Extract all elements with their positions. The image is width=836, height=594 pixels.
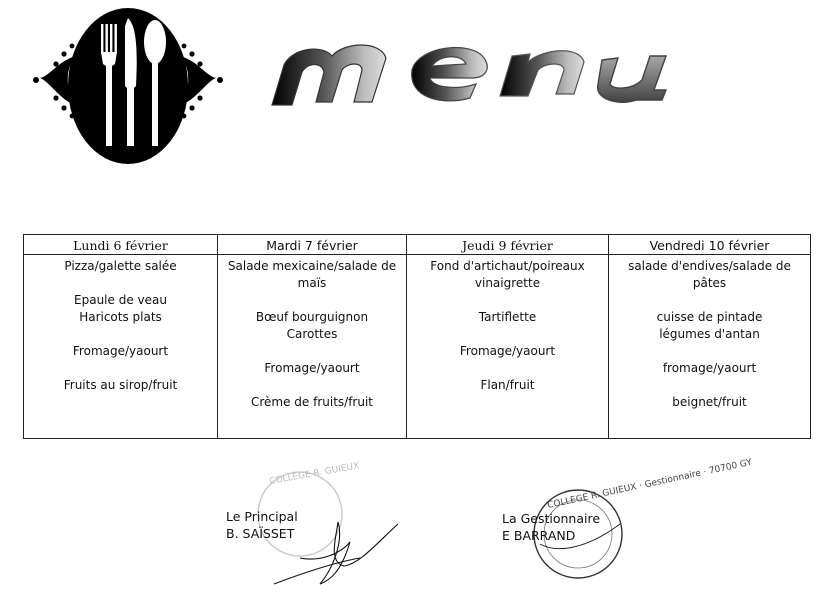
dish-main: Epaule de veau [74, 293, 167, 307]
menu-table [23, 234, 811, 439]
gestionnaire-name: E BARRAND [502, 528, 576, 543]
dish-main: Bœuf bourguignon [255, 310, 369, 324]
dishes-friday [609, 255, 811, 439]
dish-starter: Pizza/galette salée [64, 259, 177, 273]
dish-starter: salade d'endives/salade de pâtes [628, 259, 791, 290]
principal-signature-block [226, 508, 298, 542]
day-header-friday: Vendredi 10 février [609, 235, 811, 255]
dish-main: cuisse de pintade [656, 310, 763, 324]
dish-side: Haricots plats [79, 310, 162, 324]
dish-starter: Salade mexicaine/salade de maïs [227, 259, 397, 290]
menu-dishes-row [24, 255, 811, 439]
dish-cheese: Fromage/yaourt [459, 344, 556, 358]
principal-role: Le Principal [226, 509, 298, 524]
menu-title [262, 10, 702, 110]
gestionnaire-signature-block [502, 510, 600, 544]
dish-side: Carottes [286, 327, 338, 341]
dish-side: légumes d'antan [659, 327, 760, 341]
logo-cutlery-icon [28, 6, 228, 166]
dish-dessert: Crème de fruits/fruit [250, 395, 374, 409]
principal-name: B. SAÏSSET [226, 526, 295, 541]
day-header-thursday: Jeudi 9 février [407, 235, 609, 255]
dish-cheese: fromage/yaourt [662, 361, 757, 375]
gestionnaire-stamp-text: COLLEGE R. GUIEUX · Gestionnaire · 70700 GY [546, 457, 753, 511]
dish-dessert: Flan/fruit [480, 378, 535, 392]
dish-main: Tartiflette [478, 310, 537, 324]
day-header-monday: Lundi 6 février [24, 235, 218, 255]
gestionnaire-role: La Gestionnaire [502, 511, 601, 526]
dish-dessert: beignet/fruit [672, 395, 747, 409]
dishes-monday [24, 255, 218, 439]
dishes-thursday [407, 255, 609, 439]
day-header-tuesday: Mardi 7 février [218, 235, 407, 255]
dish-dessert: Fruits au sirop/fruit [63, 378, 178, 392]
dishes-tuesday [218, 255, 407, 439]
dish-starter: Fond d'artichaut/poireaux vinaigrette [430, 259, 585, 290]
principal-stamp-text: COLLEGE R. GUIEUX [268, 461, 361, 487]
dish-cheese: Fromage/yaourt [72, 344, 169, 358]
dish-cheese: Fromage/yaourt [264, 361, 360, 375]
menu-header-row [24, 235, 811, 255]
